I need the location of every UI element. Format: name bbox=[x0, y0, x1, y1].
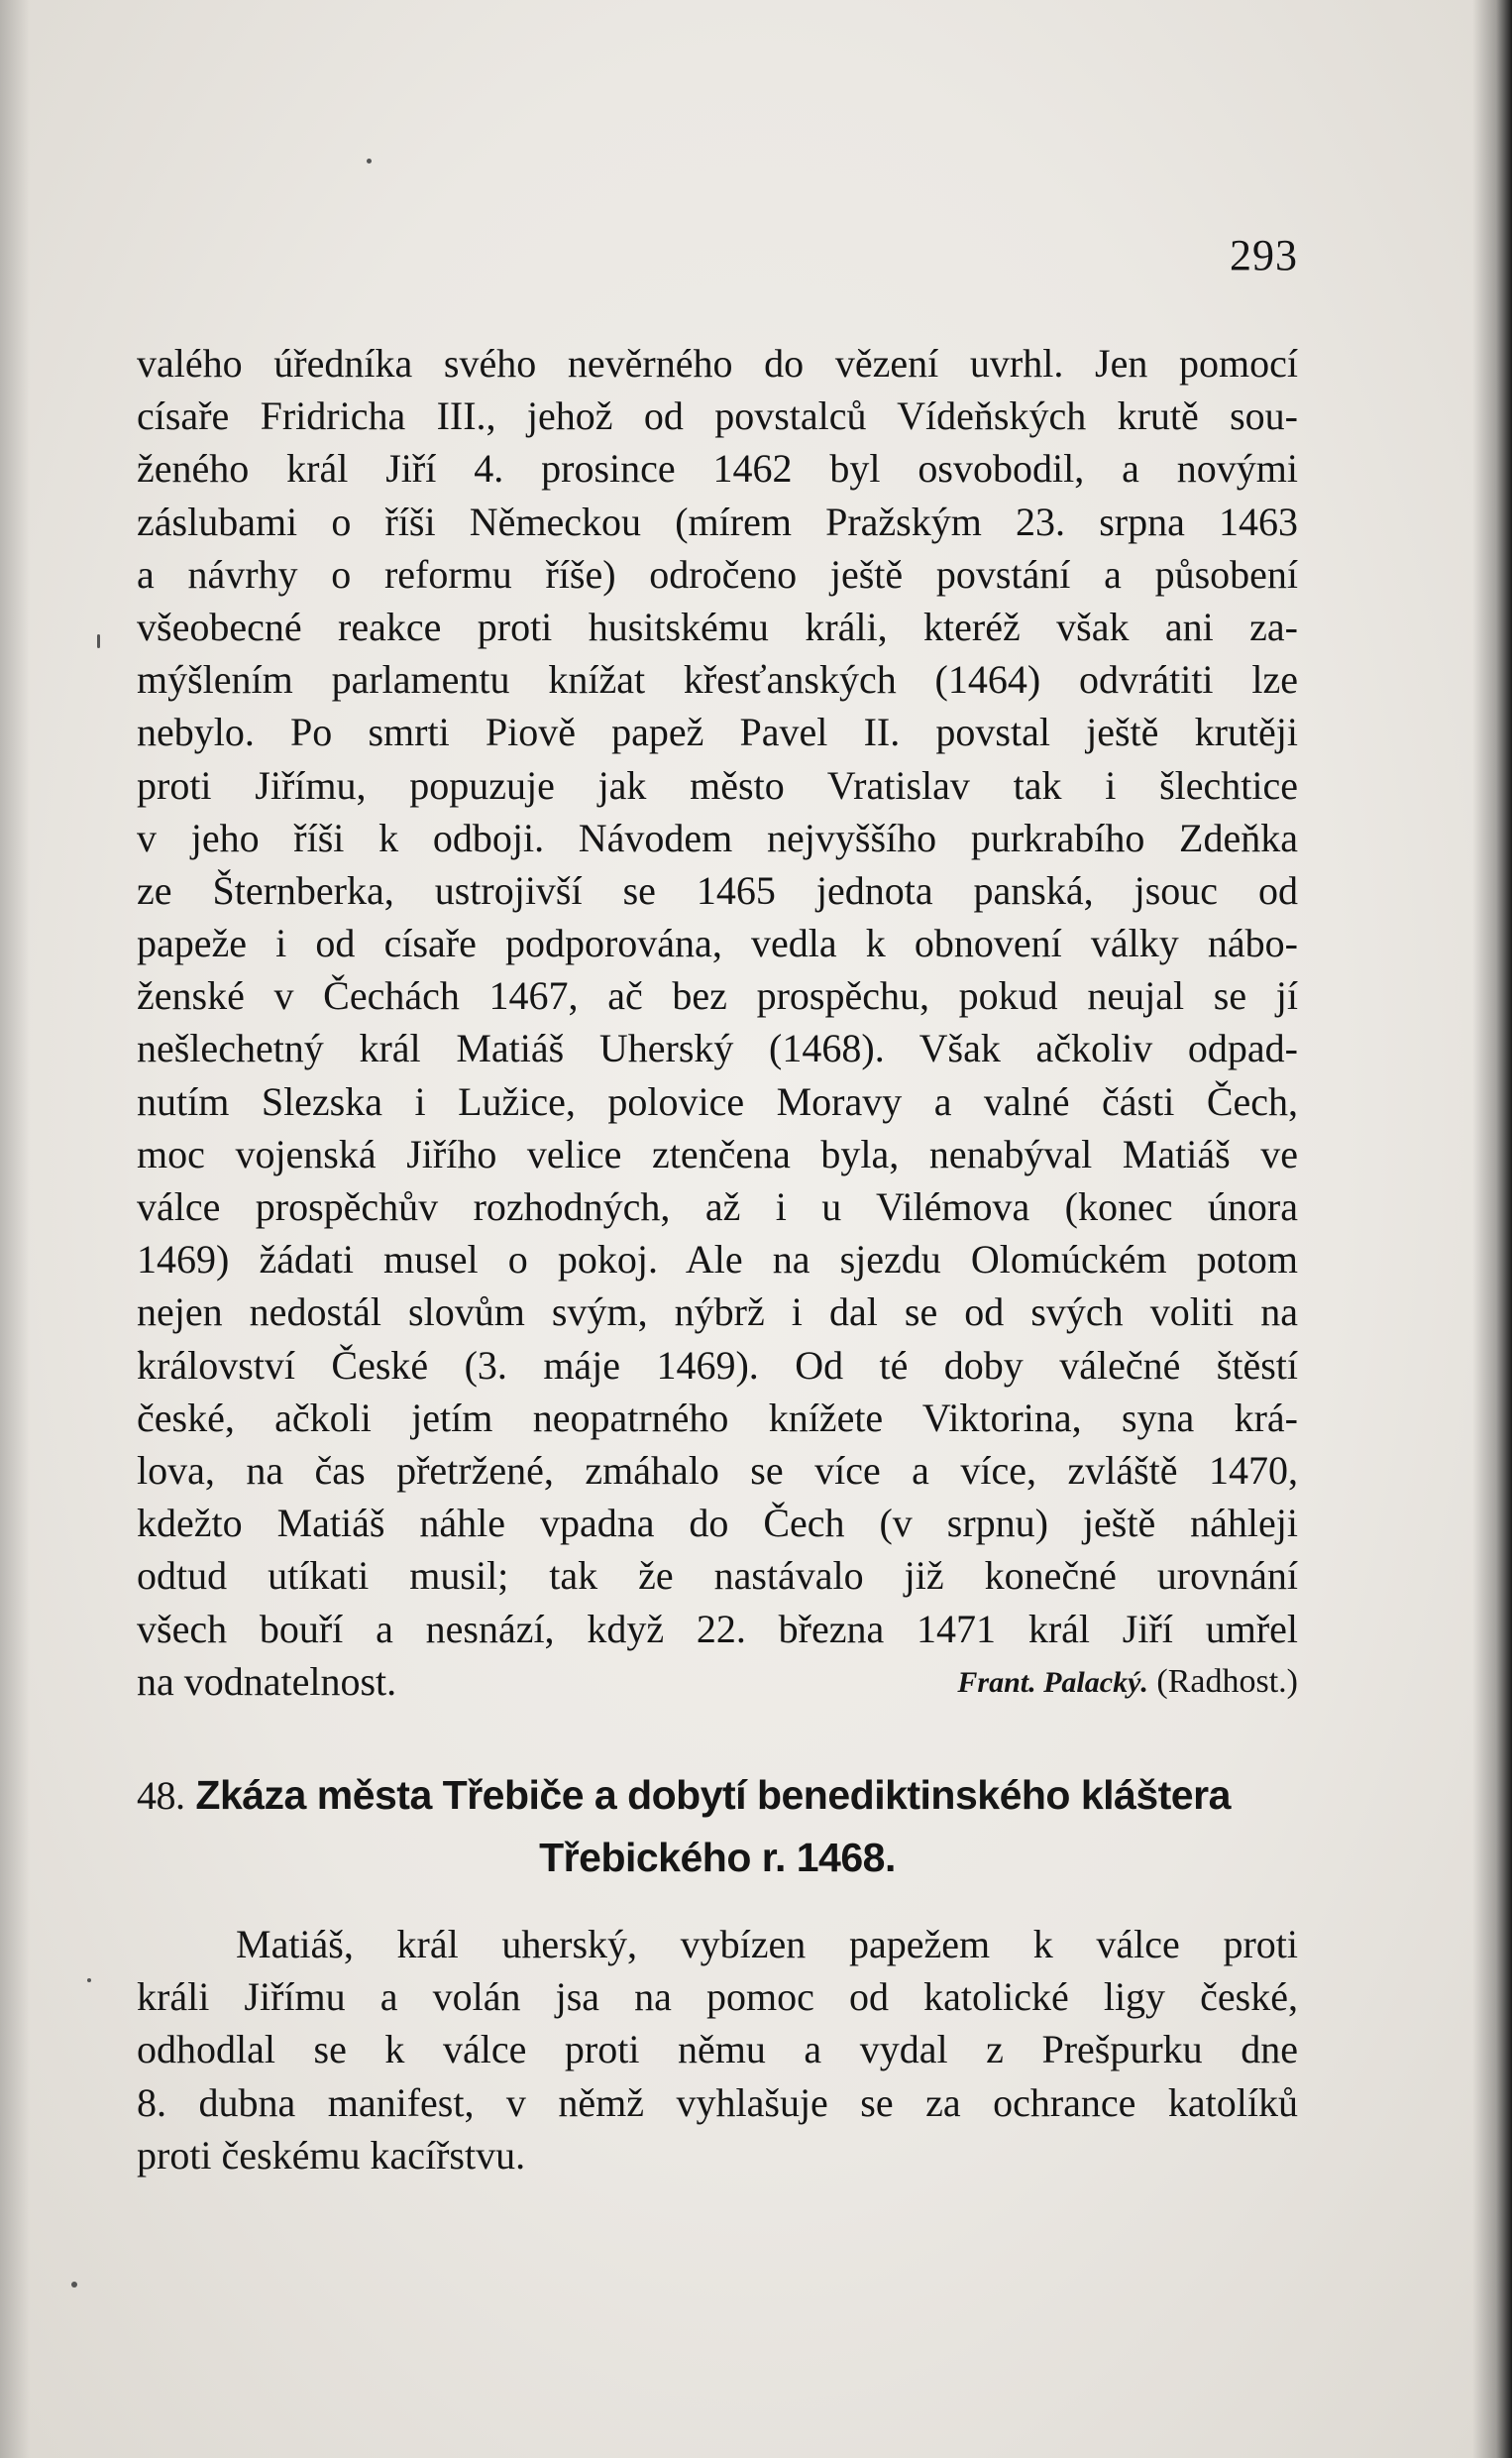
section-heading-line-1 bbox=[137, 1764, 1298, 1827]
paper-speck bbox=[87, 1978, 91, 1982]
text-line: králi Jiřímu a volán jsa na pomoc od katolické ligy české, bbox=[137, 1974, 1298, 2020]
text-line: odhodlal se k válce proti němu a vydal z Prešpurku dne bbox=[137, 2027, 1298, 2072]
text-line: nebylo. Po smrti Piově papež Pavel II. povstal ještě krutěji bbox=[137, 710, 1298, 755]
section-title-part-2: Třebického r. 1468. bbox=[539, 1835, 896, 1880]
page-number: 293 bbox=[1230, 231, 1298, 279]
text-line-end: na vodnatelnost. bbox=[137, 1658, 397, 1704]
text-line: Matiáš, král uherský, vybízen papežem k válce proti bbox=[236, 1922, 1298, 1966]
section-48 bbox=[137, 1764, 1298, 2181]
text-line: lova, na čas přetržené, zmáhalo se více a více, zvláště 1470, bbox=[137, 1447, 1298, 1493]
signature-author: Frant. Palacký. bbox=[957, 1665, 1148, 1699]
text-line: nutím Slezska i Lužice, polovice Moravy a valné části Čech, bbox=[137, 1078, 1298, 1124]
text-line: proti Jiřímu, popuzuje jak město Vratislav tak i šlechtice bbox=[137, 762, 1298, 808]
text-line: proti českému kacířstvu. bbox=[137, 2132, 526, 2178]
paper-speck bbox=[97, 634, 100, 648]
paper-speck bbox=[71, 2282, 77, 2288]
text-line: království České (3. máje 1469). Od té doby válečné štěstí bbox=[137, 1342, 1298, 1388]
body-text bbox=[137, 337, 1298, 1708]
text-line: moc vojenská Jiřího velice ztenčena byla, nenabýval Matiáš ve bbox=[137, 1131, 1298, 1176]
text-line: záslubami o říši Německou (mírem Pražským 23. srpna 1463 bbox=[137, 499, 1298, 544]
text-line: odtud utíkati musil; tak že nastávalo již konečné urovnání bbox=[137, 1553, 1298, 1599]
signature bbox=[957, 1655, 1298, 1708]
text-line: mýšlením parlamentu knížat křesťanských (1464) odvrátiti lze bbox=[137, 657, 1298, 703]
text-line: všech bouří a nesnází, když 22. března 1471 král Jiří umřel bbox=[137, 1606, 1298, 1651]
text-line: v jeho říši k odboji. Návodem nejvyššího purkrabího Zdeňka bbox=[137, 815, 1298, 860]
signature-source: (Radhost.) bbox=[1156, 1662, 1298, 1700]
page-left-edge-shadow bbox=[0, 0, 30, 2458]
text-line: papeže i od císaře podporována, vedla k obnovení války nábo- bbox=[137, 921, 1298, 966]
page-right-edge-shadow bbox=[1472, 0, 1512, 2458]
text-line: nejen nedostál slovům svým, nýbrž i dal se od svých voliti na bbox=[137, 1289, 1298, 1335]
section-title-part-1: Zkáza města Třebiče a dobytí benediktinského kláštera bbox=[195, 1772, 1231, 1818]
text-line: 8. dubna manifest, v němž vyhlašuje se za ochrance katolíků bbox=[137, 2079, 1298, 2125]
text-line-with-signature bbox=[137, 1655, 1298, 1708]
text-line: kdežto Matiáš náhle vpadna do Čech (v srpnu) ještě náhleji bbox=[137, 1501, 1298, 1546]
paper-speck bbox=[367, 159, 372, 164]
section-heading bbox=[137, 1764, 1298, 1888]
text-line: všeobecné reakce proti husitskému králi, kteréž však ani za- bbox=[137, 604, 1298, 649]
text-line: ženské v Čechách 1467, ač bez prospěchu, pokud neujal se jí bbox=[137, 973, 1298, 1019]
text-line: nešlechetný král Matiáš Uherský (1468). Však ačkoliv odpad- bbox=[137, 1026, 1298, 1071]
text-line: ze Šternberka, ustrojivší se 1465 jednota panská, jsouc od bbox=[137, 867, 1298, 913]
text-line: císaře Fridricha III., jehož od povstalců Vídeňských krutě sou- bbox=[137, 393, 1298, 439]
text-line: ženého král Jiří 4. prosince 1462 byl osvobodil, a novými bbox=[137, 446, 1298, 492]
text-line: české, ačkoli jetím neopatrného knížete Viktorina, syna krá- bbox=[137, 1395, 1298, 1440]
section-number: 48. bbox=[137, 1773, 185, 1818]
text-line: 1469) žádati musel o pokoj. Ale na sjezdu Olomúckém potom bbox=[137, 1237, 1298, 1283]
text-line: valého úředníka svého nevěrného do vězení uvrhl. Jen pomocí bbox=[137, 341, 1298, 386]
text-line: válce prospěchův rozhodných, až i u Vilémova (konec února bbox=[137, 1184, 1298, 1229]
section-body bbox=[137, 1918, 1298, 2181]
text-line: a návrhy o reformu říše) odročeno ještě povstání a působení bbox=[137, 551, 1298, 597]
